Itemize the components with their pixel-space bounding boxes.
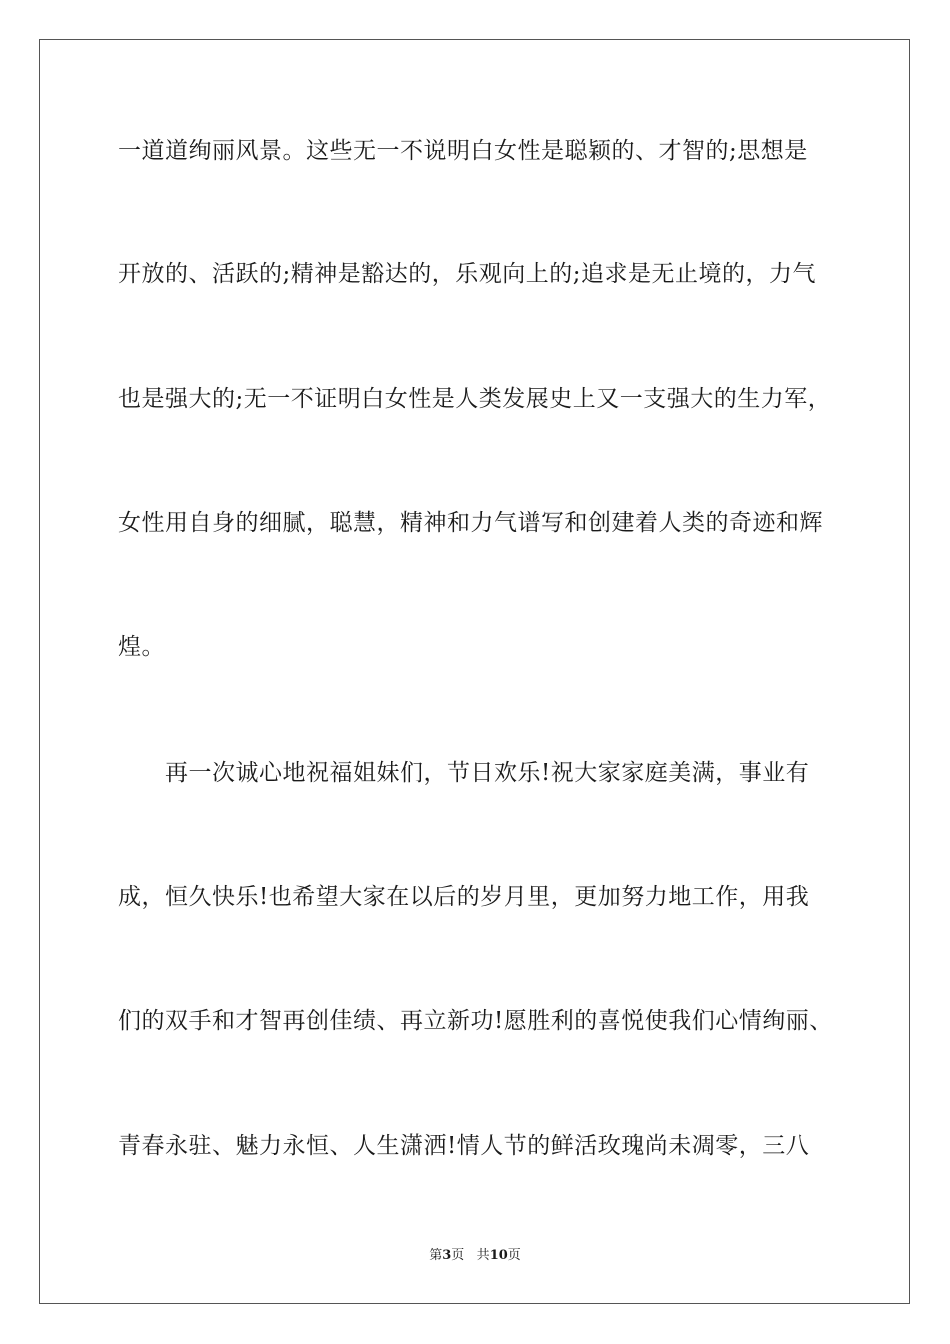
text-line-4: 女性用自身的细腻，聪慧，精神和力气谱写和创建着人类的奇迹和辉 bbox=[118, 510, 823, 536]
text-line-1: 一道道绚丽风景。这些无一不说明白女性是聪颖的、才智的;思想是 bbox=[118, 138, 808, 164]
page-total: 10 bbox=[489, 1248, 508, 1263]
page-footer bbox=[0, 1247, 950, 1265]
total-suffix: 页 bbox=[507, 1248, 521, 1263]
page-prefix: 第 bbox=[429, 1248, 443, 1263]
total-prefix: 共 bbox=[476, 1248, 490, 1263]
text-line-6: 再一次诚心地祝福姐妹们，节日欢乐!祝大家家庭美满，事业有 bbox=[165, 760, 810, 786]
text-line-5: 煌。 bbox=[118, 634, 165, 660]
text-line-9: 青春永驻、魅力永恒、人生潇洒!情人节的鲜活玫瑰尚未凋零，三八 bbox=[118, 1133, 810, 1159]
text-line-7: 成，恒久快乐!也希望大家在以后的岁月里，更加努力地工作，用我 bbox=[118, 884, 810, 910]
page-suffix: 页 bbox=[451, 1248, 465, 1263]
page-current: 3 bbox=[442, 1248, 452, 1263]
page-frame bbox=[39, 39, 910, 1304]
text-line-2: 开放的、活跃的;精神是豁达的，乐观向上的;追求是无止境的，力气 bbox=[118, 261, 816, 287]
text-line-3: 也是强大的;无一不证明白女性是人类发展史上又一支强大的生力军， bbox=[118, 386, 832, 412]
text-line-8: 们的双手和才智再创佳绩、再立新功!愿胜利的喜悦使我们心情绚丽、 bbox=[118, 1008, 833, 1034]
